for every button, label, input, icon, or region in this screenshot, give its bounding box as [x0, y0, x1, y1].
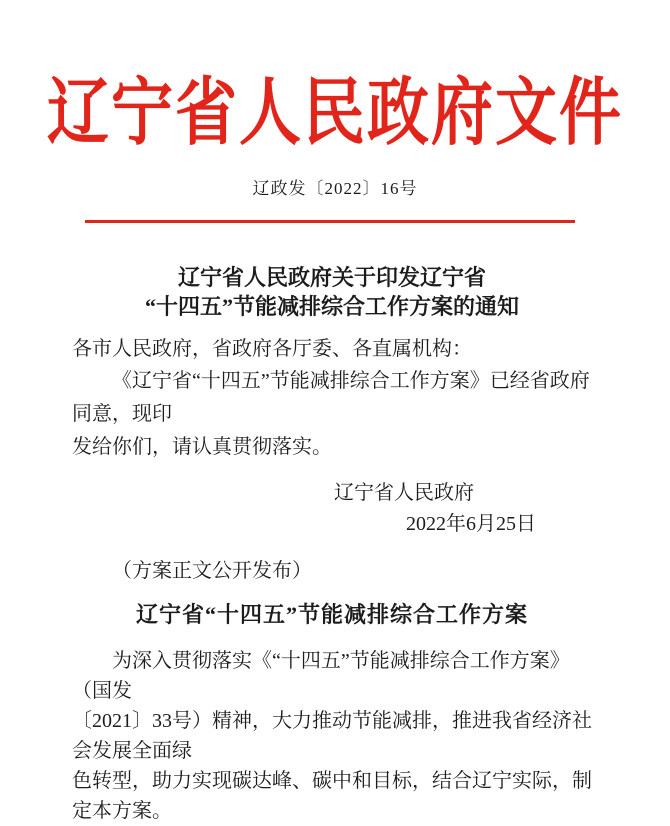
notice-title-line-1: 辽宁省人民政府关于印发辽宁省: [177, 265, 486, 290]
salutation-line: 各市人民政府，省政府各厅委、各直属机构：: [72, 338, 472, 360]
issuing-authority: 辽宁省人民政府: [334, 482, 474, 504]
letterhead-banner-title: 辽宁省人民政府文件: [46, 73, 623, 155]
document-number: 辽政发〔2022〕16号: [252, 179, 418, 198]
plan-title: 辽宁省“十四五”节能减排综合工作方案: [135, 602, 528, 627]
notice-body-line-2: 发给你们，请认真贯彻落实。: [72, 436, 332, 458]
document-body: [0, 263, 670, 826]
plan-paragraph-line-2: 〔2021〕33号）精神，大力推动节能减排，推进我省经济社会发展全面绿: [72, 710, 592, 762]
document-page: [0, 62, 670, 822]
plan-paragraph-line-3: 色转型，助力实现碳达峰、碳中和目标，结合辽宁实际，制定本方案。: [72, 770, 592, 822]
notice-title-line-2: “十四五”节能减排综合工作方案的通知: [144, 294, 519, 319]
notice-title: [72, 263, 592, 321]
issue-date: 2022年6月25日: [406, 513, 536, 535]
red-divider-line: [85, 220, 575, 223]
publish-note: （方案正文公开发布）: [112, 560, 312, 582]
notice-body-line-1: 《辽宁省“十四五”节能减排综合工作方案》已经省政府同意，现印: [72, 370, 590, 425]
plan-paragraph-line-1: 为深入贯彻落实《“十四五”节能减排综合工作方案》（国发: [72, 650, 570, 702]
